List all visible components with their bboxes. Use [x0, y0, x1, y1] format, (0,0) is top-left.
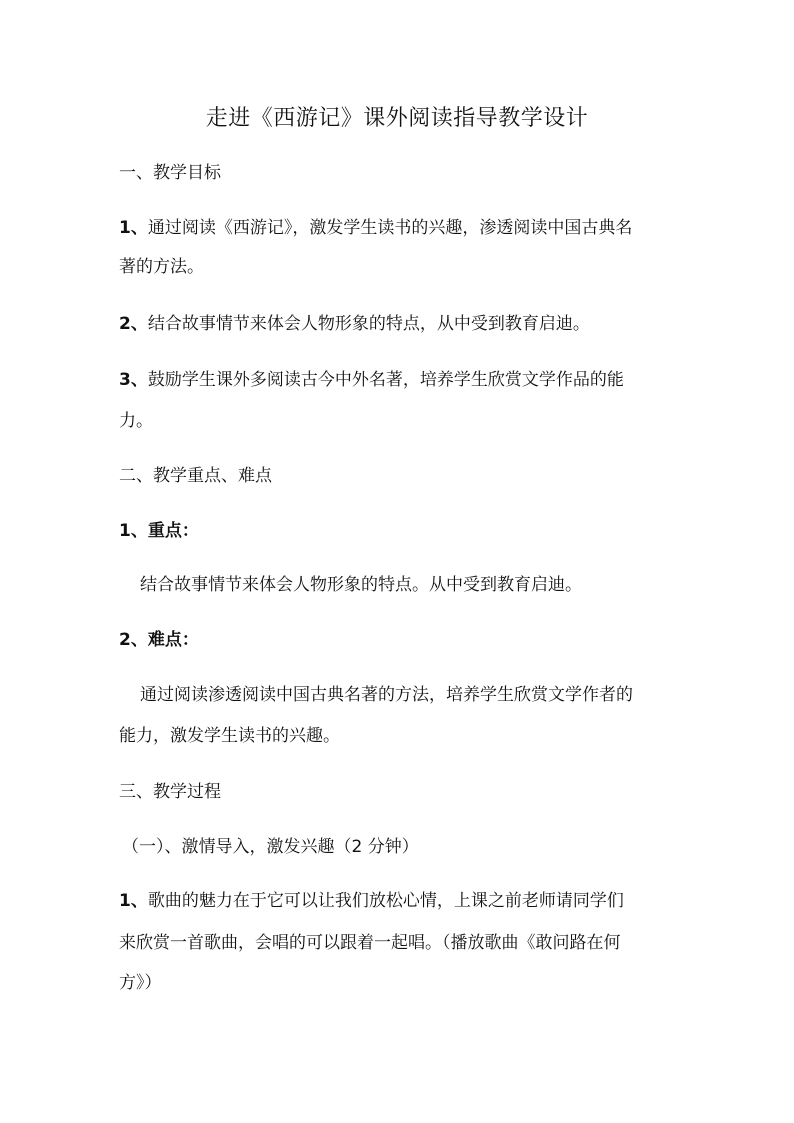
key-point-label: 1、重点：	[119, 521, 199, 541]
item-number: 2、	[119, 314, 148, 334]
difficulty-label: 2、难点：	[119, 630, 199, 650]
process-item-1	[119, 890, 679, 912]
objective-item-1-continued: 著的方法。	[119, 257, 204, 277]
item-number: 3、	[119, 370, 148, 390]
document-title: 走进《西游记》课外阅读指导教学设计	[205, 106, 589, 131]
objective-item-2	[119, 313, 679, 335]
item-number: 1、	[119, 218, 148, 238]
item-number: 1、	[119, 891, 148, 911]
process-item-1-line2: 来欣赏一首歌曲，会唱的可以跟着一起唱。（播放歌曲《敢问路在何	[119, 933, 621, 953]
difficulty-text-line1: 通过阅读渗透阅读中国古典名著的方法，培养学生欣赏文学作者的	[140, 685, 633, 705]
difficulty-text-line2: 能力，激发学生读书的兴趣。	[119, 726, 340, 746]
item-text: 通过阅读《西游记》，激发学生读书的兴趣，渗透阅读中国古典名	[147, 218, 633, 238]
section-heading-process: 三、教学过程	[119, 782, 221, 802]
step-heading-intro: （一）、激情导入，激发兴趣（2 分钟）	[122, 837, 419, 857]
objective-item-1	[119, 217, 679, 239]
objective-item-3	[119, 369, 679, 391]
objective-item-3-continued: 力。	[119, 411, 153, 431]
item-text: 鼓励学生课外多阅读古今中外名著，培养学生欣赏文学作品的能	[147, 370, 624, 390]
process-item-1-line3: 方》）	[119, 973, 162, 993]
key-point-text: 结合故事情节来体会人物形象的特点。从中受到教育启迪。	[140, 575, 582, 595]
section-heading-objectives: 一、教学目标	[119, 163, 221, 183]
item-text: 歌曲的魅力在于它可以让我们放松心情，上课之前老师请同学们	[147, 891, 624, 911]
section-heading-key-points: 二、教学重点、难点	[119, 466, 272, 486]
item-text: 结合故事情节来体会人物形象的特点，从中受到教育启迪。	[147, 314, 590, 334]
